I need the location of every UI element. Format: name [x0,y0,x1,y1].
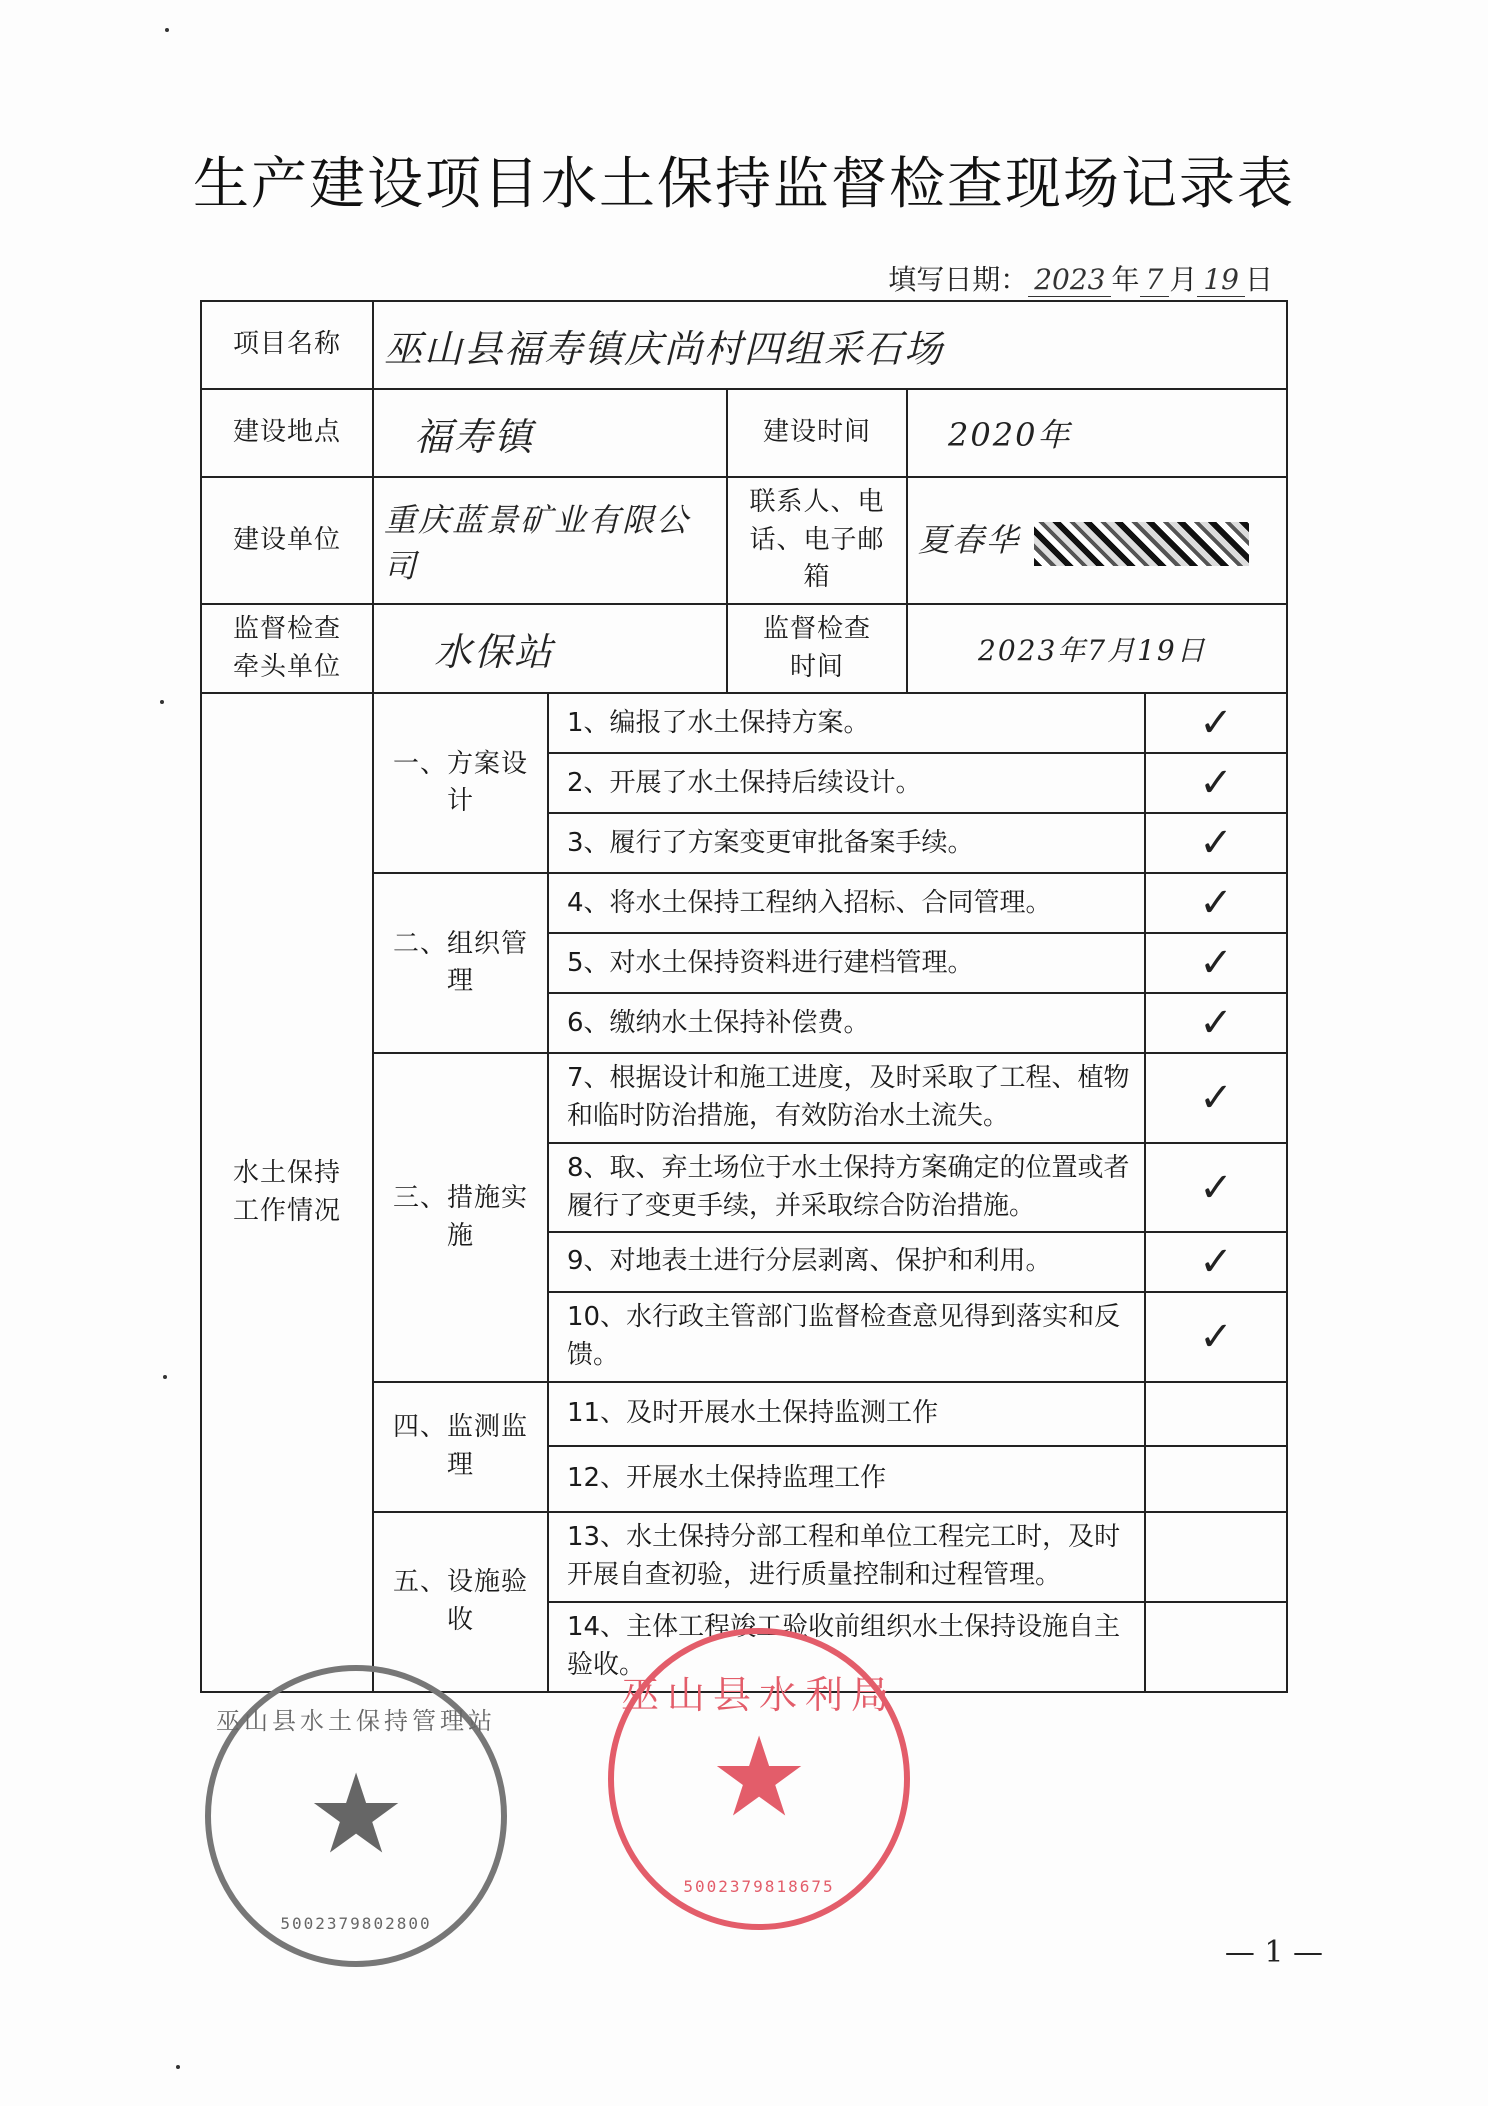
item-9-check: ✓ [1145,1232,1287,1292]
fill-date-label: 填写日期： [888,263,1029,296]
location-label: 建设地点 [201,389,373,477]
contact-value: 夏春华 [918,521,1021,560]
section-plan-design: 一、方案设计 [373,693,548,873]
item-5: 5、对水土保持资料进行建档管理。 [548,933,1145,993]
item-1: 1、编报了水土保持方案。 [548,693,1145,753]
scan-speck [176,2065,180,2069]
item-4-check: ✓ [1145,873,1287,933]
item-10-check: ✓ [1145,1292,1287,1381]
inspect-time-label-line1: 监督检查 [762,614,871,645]
item-3-check: ✓ [1145,813,1287,873]
item-13: 13、水土保持分部工程和单位工程完工时，及时开展自查初验，进行质量控制和过程管理。 [548,1512,1145,1602]
item-7-check: ✓ [1145,1053,1287,1142]
item-9: 9、对地表土进行分层剥离、保护和利用。 [548,1232,1145,1292]
section-measures: 三、措施实施 [373,1053,548,1381]
water-conservation-station-seal [205,1665,507,1967]
item-11: 11、及时开展水土保持监测工作 [548,1382,1145,1446]
work-status-label [201,693,373,1691]
build-time-label: 建设时间 [727,389,907,477]
item-6-check: ✓ [1145,993,1287,1053]
fill-date-year-unit: 年 [1111,263,1140,296]
item-12: 12、开展水土保持监理工作 [548,1446,1145,1512]
lead-unit-label [201,604,373,693]
contact-label [727,477,907,604]
item-8: 8、取、弃土场位于水土保持方案确定的位置或者履行了变更手续，并采取综合防治措施。 [548,1143,1145,1232]
contact-label-line1: 联系人、电 [749,487,885,517]
inspect-time-label-line2: 时间 [789,651,844,682]
item-7: 7、根据设计和施工进度，及时采取了工程、植物和临时防治措施，有效防治水土流失。 [548,1053,1145,1142]
item-11-check [1145,1382,1287,1446]
red-seal-code: 5002379818675 [683,1877,835,1896]
item-4: 4、将水土保持工程纳入招标、合同管理。 [548,873,1145,933]
item-5-check: ✓ [1145,933,1287,993]
unit-label: 建设单位 [201,477,373,604]
fill-date-day-unit: 日 [1244,263,1273,296]
scan-speck [163,1375,167,1379]
item-8-check: ✓ [1145,1143,1287,1232]
unit-value: 重庆蓝景矿业有限公司 [373,477,727,604]
work-status-label-line1: 水土保持 [232,1157,341,1188]
item-14-check [1145,1602,1287,1692]
inspect-time-label [727,604,907,693]
fill-date-day: 19 [1197,263,1245,297]
lead-unit-label-line2: 牵头单位 [232,651,341,682]
item-6: 6、缴纳水土保持补偿费。 [548,993,1145,1053]
page-number: — 1 — [1224,1935,1323,1970]
build-time-value: 2020年 [907,389,1287,477]
item-14: 14、主体工程竣工验收前组织水土保持设施自主验收。 [548,1602,1145,1692]
location-value: 福寿镇 [373,389,727,477]
inspect-time-value: 2023年7月19日 [907,604,1287,693]
lead-unit-label-line1: 监督检查 [232,614,341,645]
item-3: 3、履行了方案变更审批备案手续。 [548,813,1145,873]
fill-date-year: 2023 [1028,263,1111,297]
fill-date [888,258,1273,298]
work-status-label-line2: 工作情况 [232,1195,341,1226]
star-icon: ★ [306,1750,406,1878]
section-monitoring: 四、监测监理 [373,1382,548,1512]
inspection-form-table [200,300,1288,1693]
red-seal-name: 巫山县水利局 [620,1673,897,1717]
gray-seal-code: 5002379802800 [280,1914,432,1933]
project-name-value: 巫山县福寿镇庆尚村四组采石场 [373,301,1287,389]
project-name-label: 项目名称 [201,301,373,389]
lead-unit-value: 水保站 [373,604,727,693]
item-13-check [1145,1512,1287,1602]
scan-speck [160,700,164,704]
water-bureau-seal [608,1628,910,1930]
document-title: 生产建设项目水土保持监督检查现场记录表 [193,152,1295,217]
item-2-check: ✓ [1145,753,1287,813]
item-10: 10、水行政主管部门监督检查意见得到落实和反馈。 [548,1292,1145,1381]
item-12-check [1145,1446,1287,1512]
fill-date-month: 7 [1140,263,1170,297]
scan-speck [165,28,169,32]
section-org-management: 二、组织管理 [373,873,548,1053]
contact-label-line2: 话、电子邮箱 [749,524,885,593]
item-1-check: ✓ [1145,693,1287,753]
item-2: 2、开展了水土保持后续设计。 [548,753,1145,813]
redacted-contact-info [1034,522,1249,566]
fill-date-month-unit: 月 [1169,263,1198,296]
section-acceptance: 五、设施验收 [373,1512,548,1692]
star-icon: ★ [709,1713,809,1841]
gray-seal-name: 巫山县水土保持管理站 [216,1707,496,1735]
contact-cell [907,477,1287,604]
